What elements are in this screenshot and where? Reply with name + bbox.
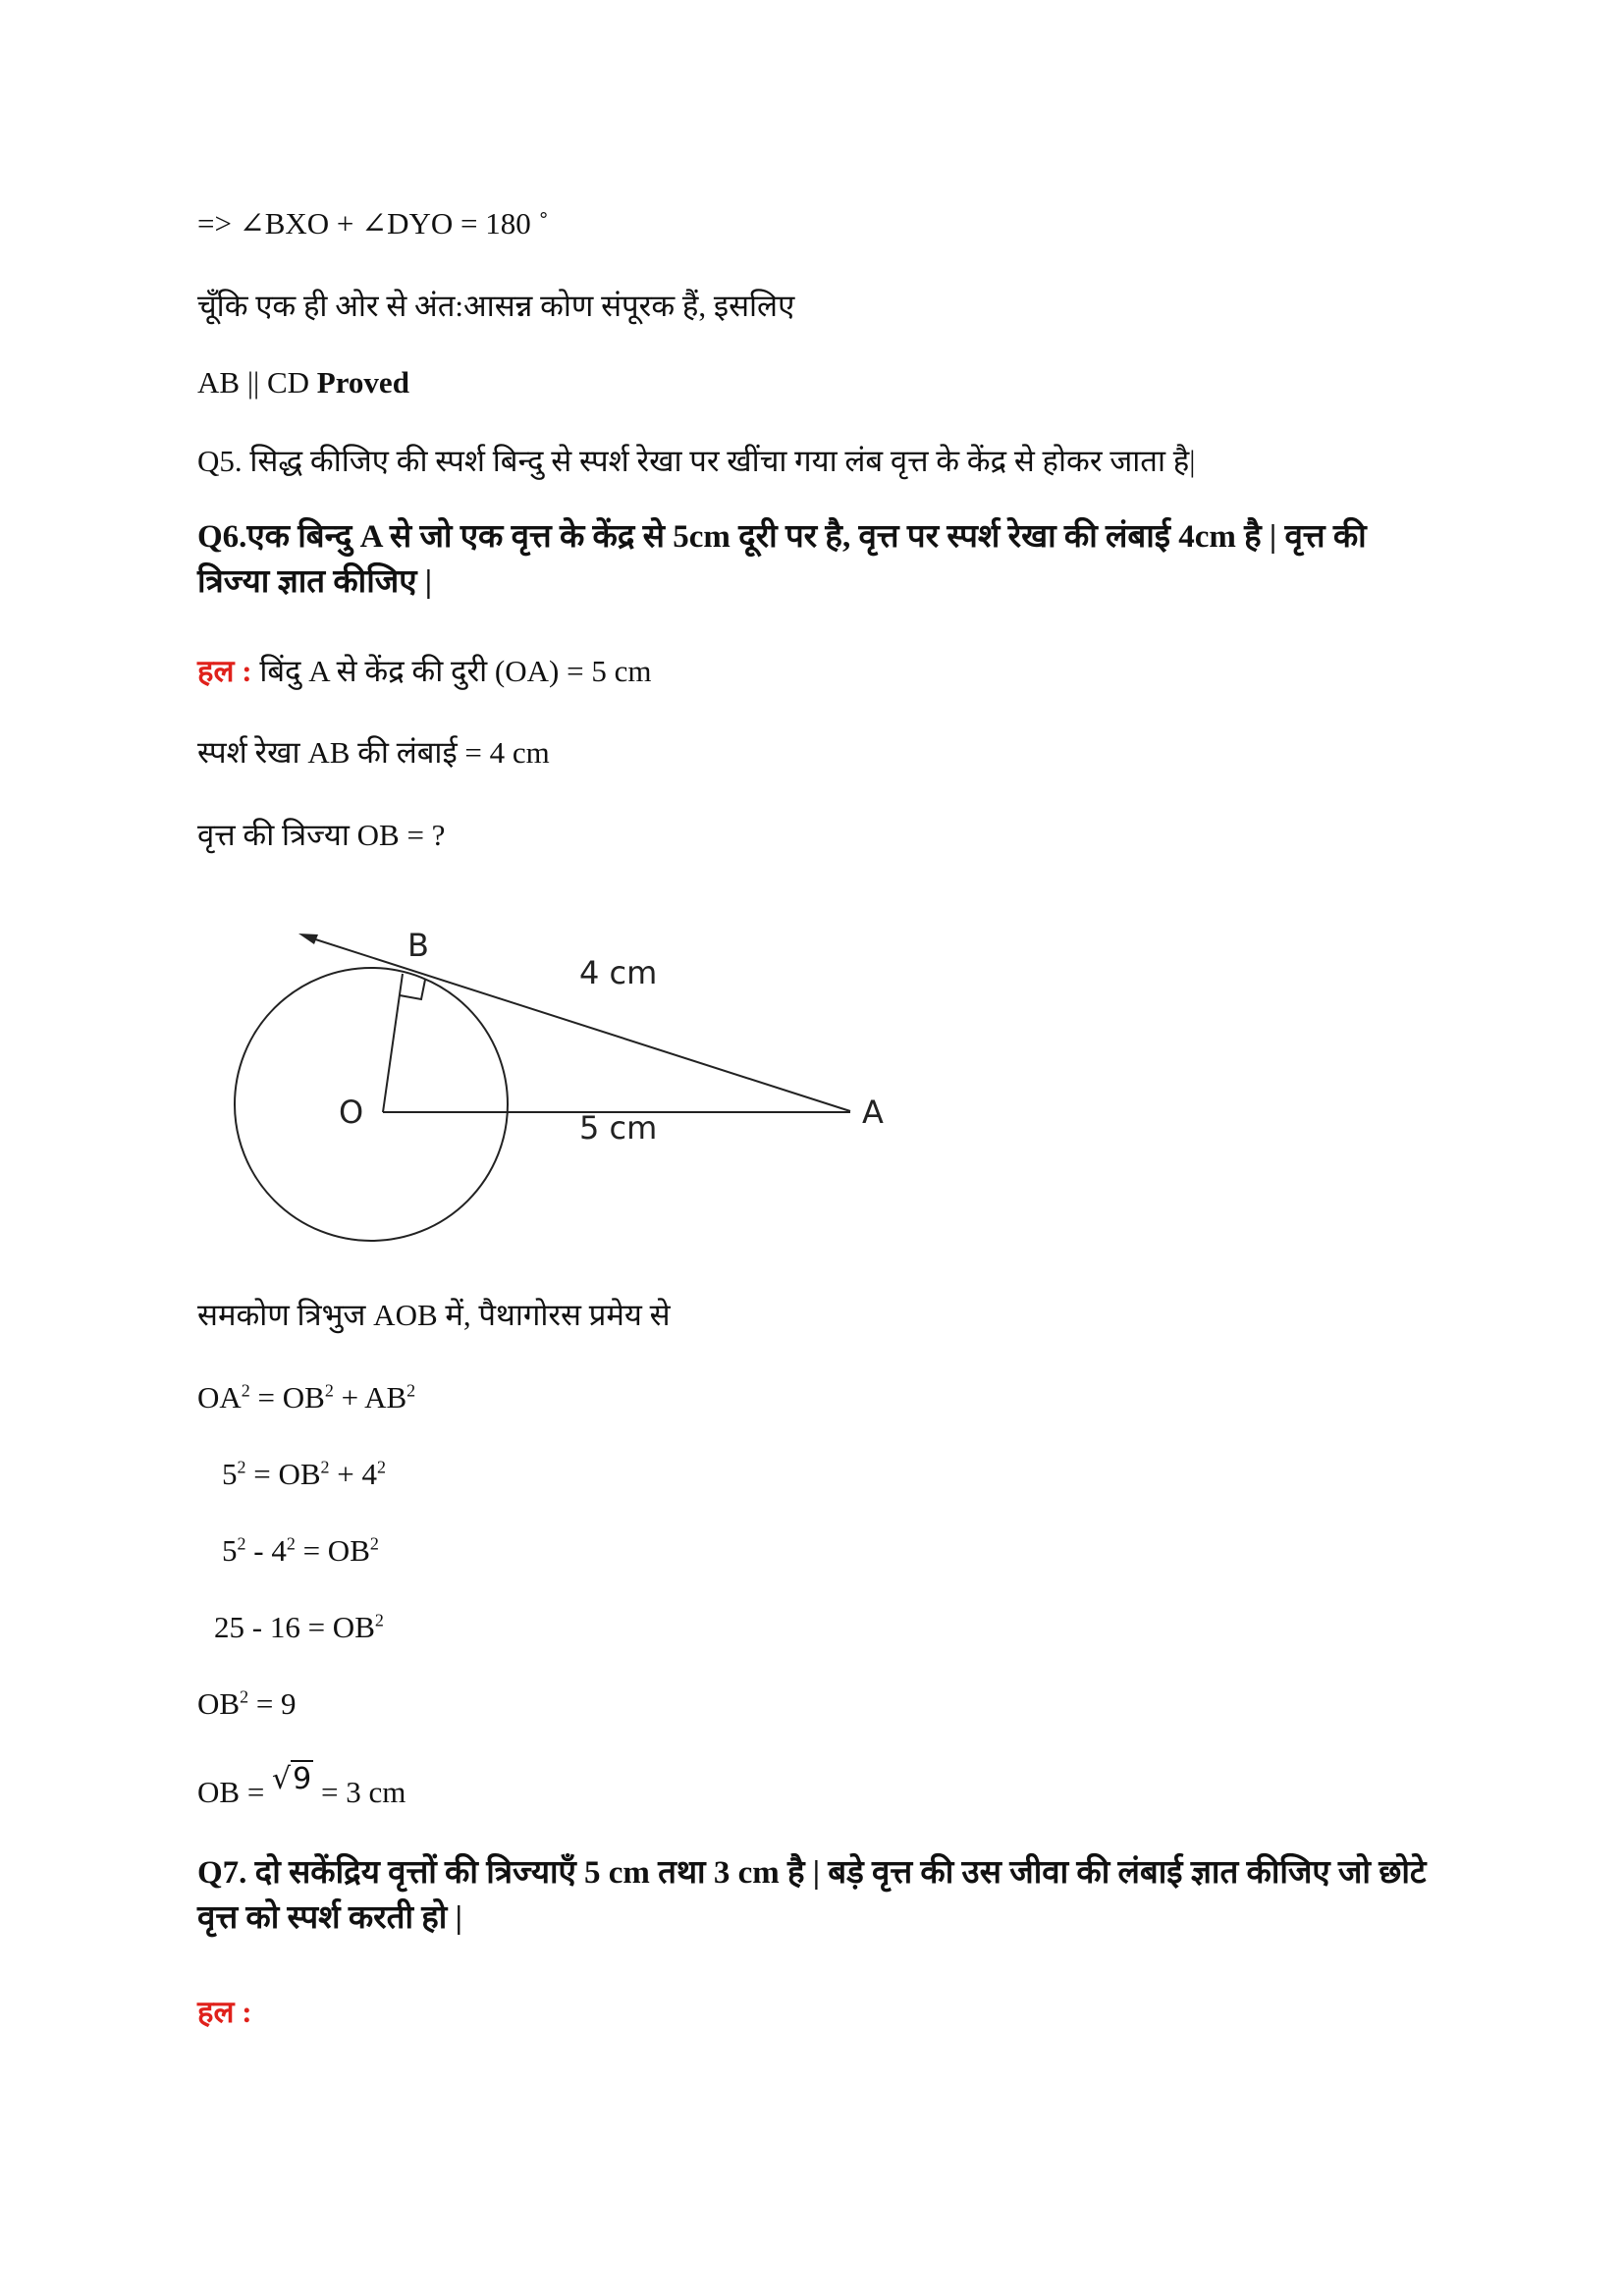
eq5-9: = 9 bbox=[248, 1686, 297, 1721]
superscript-2: 2 bbox=[286, 1533, 296, 1554]
right-angle-marker bbox=[400, 980, 425, 999]
superscript-2: 2 bbox=[237, 1533, 246, 1554]
equation-1 bbox=[197, 1378, 415, 1417]
equation-5 bbox=[197, 1684, 297, 1724]
superscript-2: 2 bbox=[240, 1686, 249, 1707]
parallel-statement: AB || CD bbox=[197, 365, 317, 400]
question-5: Q5. सिद्ध कीजिए की स्पर्श बिन्दु से स्पर्श रेखा पर खींचा गया लंब वृत्त के केंद्र से होकर जाता है| bbox=[197, 444, 1196, 478]
label-4cm: 4 cm bbox=[579, 954, 658, 991]
label-o: O bbox=[339, 1094, 364, 1131]
eq2-5: 5 bbox=[222, 1457, 238, 1491]
equation-angle-sum: => ∠BXO + ∠DYO = 180 ˚ bbox=[197, 206, 549, 240]
eq5-ob: OB bbox=[197, 1686, 241, 1721]
circle bbox=[235, 968, 508, 1241]
eq6-result: = 3 cm bbox=[313, 1775, 406, 1809]
superscript-2: 2 bbox=[369, 1533, 379, 1554]
solution-label-q7 bbox=[197, 1993, 252, 2032]
superscript-2: 2 bbox=[377, 1457, 387, 1477]
radicand: 9 bbox=[293, 1762, 312, 1796]
superscript-2: 2 bbox=[237, 1457, 246, 1477]
eq6-ob: OB = bbox=[197, 1775, 273, 1809]
solution-line-1 bbox=[197, 652, 651, 691]
superscript-2: 2 bbox=[324, 1380, 334, 1401]
superscript-2: 2 bbox=[241, 1380, 250, 1401]
eq3-5: 5 bbox=[222, 1533, 238, 1568]
question-6: Q6.एक बिन्दु A से जो एक वृत्त के केंद्र से 5cm दूरी पर है, वृत्त पर स्पर्श रेखा की लंबाई 4cm है | वृत्त की त्रिज्या ज्ञात कीजिए | bbox=[197, 519, 1367, 600]
pythagoras-intro: समकोण त्रिभुज AOB में, पैथागोरस प्रमेय से bbox=[197, 1298, 671, 1332]
equation-2 bbox=[222, 1455, 386, 1494]
equation-4 bbox=[214, 1608, 384, 1647]
label-5cm: 5 cm bbox=[579, 1109, 658, 1147]
solution-label: हल : bbox=[197, 1995, 252, 2029]
arrowhead bbox=[298, 934, 318, 944]
equation-3 bbox=[222, 1531, 379, 1571]
solution-line-3: वृत्त की त्रिज्या OB = ? bbox=[197, 818, 446, 852]
superscript-2: 2 bbox=[320, 1457, 330, 1477]
eq2-4: + 4 bbox=[329, 1457, 378, 1491]
tangent-circle-figure bbox=[226, 913, 913, 1247]
solution-oa-distance: बिंदु A से केंद्र की दुरी (OA) = 5 cm bbox=[251, 654, 652, 688]
label-b: B bbox=[407, 927, 429, 964]
solution-label: हल : bbox=[197, 654, 252, 688]
square-root: √9 bbox=[272, 1762, 312, 1796]
superscript-2: 2 bbox=[406, 1380, 416, 1401]
text-supplementary-angles: चूँकि एक ही ओर से अंत:आसन्न कोण संपूरक हैं, इसलिए bbox=[197, 289, 795, 323]
eq3-4: - 4 bbox=[245, 1533, 287, 1568]
solution-line-2: स्पर्श रेखा AB की लंबाई = 4 cm bbox=[197, 735, 550, 770]
eq4-ob: 25 - 16 = OB bbox=[214, 1610, 375, 1644]
eq1-ab: + AB bbox=[333, 1380, 407, 1415]
proved-label: Proved bbox=[316, 365, 409, 400]
eq1-oa: OA bbox=[197, 1380, 242, 1415]
equation-6 bbox=[197, 1762, 406, 1813]
label-a: A bbox=[862, 1094, 884, 1131]
tangent-line bbox=[306, 936, 850, 1111]
eq3-ob: = OB bbox=[295, 1533, 370, 1568]
question-7: Q7. दो सकेंद्रिय वृत्तों की त्रिज्याएँ 5 cm तथा 3 cm है | बड़े वृत्त की उस जीवा की लंबाई ज्ञात कीजिए जो छोटे वृत्त को स्पर्श करती हो | bbox=[197, 1855, 1427, 1936]
superscript-2: 2 bbox=[374, 1610, 384, 1630]
radius-ob bbox=[383, 974, 403, 1112]
eq1-ob: = OB bbox=[249, 1380, 325, 1415]
eq2-ob: = OB bbox=[245, 1457, 321, 1491]
conclusion-parallel bbox=[197, 363, 409, 402]
